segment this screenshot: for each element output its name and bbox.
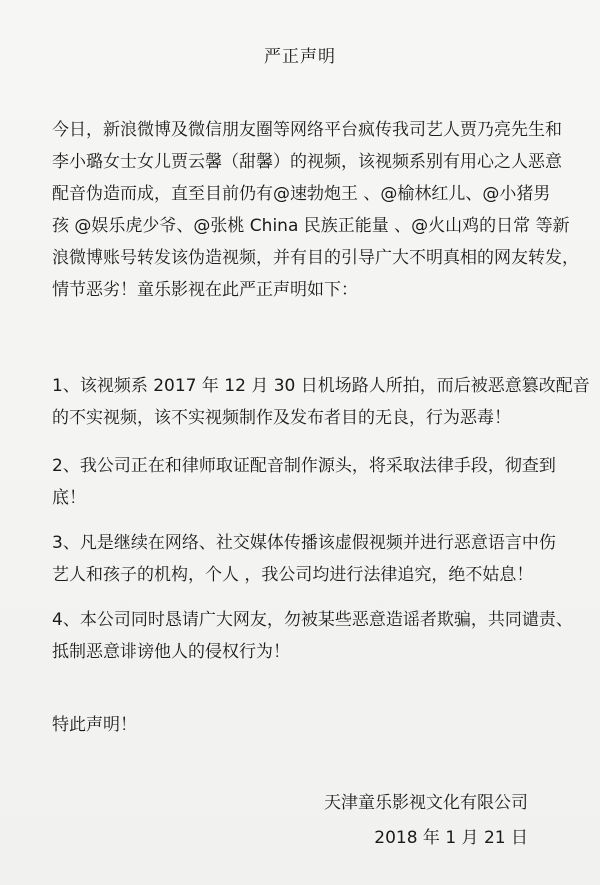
closing-line: 特此声明！ — [52, 715, 137, 735]
intro-line: 情节恶劣！童乐影视在此严正声明如下： — [52, 280, 358, 300]
intro-line: 孩 @娱乐虎少爷、@张桃 China 民族正能量 、@火山鸡的日常 等新 — [52, 216, 570, 236]
signature-company: 天津童乐影视文化有限公司 — [324, 793, 528, 813]
intro-line: 配音伪造而成，直至目前仍有@速勃炮王 、@榆林红儿、@小猪男 — [52, 184, 551, 204]
item-line: 艺人和孩子的机构，个人 ，我公司均进行法律追究，绝不姑息！ — [52, 565, 534, 585]
item-line: 3、凡是继续在网络、社交媒体传播该虚假视频并进行恶意语言中伤 — [52, 533, 556, 553]
statement-item-4 — [52, 604, 573, 668]
item-line: 2、我公司正在和律师取证配音制作源头，将采取法律手段，彻查到 — [52, 456, 556, 476]
statement-item-2 — [52, 450, 558, 514]
statement-item-1 — [52, 370, 590, 434]
item-line: 1、该视频系 2017 年 12 月 30 日机场路人所拍，而后被恶意篡改配音 — [52, 376, 590, 396]
intro-line: 浪微博账号转发该伪造视频，并有目的引导广大不明真相的网友转发， — [52, 248, 579, 268]
intro-line: 李小璐女士女儿贾云馨（甜馨）的视频，该视频系别有用心之人恶意 — [52, 152, 562, 172]
item-line: 抵制恶意诽谤他人的侵权行为！ — [52, 642, 290, 662]
intro-paragraph — [52, 114, 579, 306]
statement-item-3 — [52, 527, 558, 591]
item-line: 的不实视频，该不实视频制作及发布者目的无良，行为恶毒！ — [52, 408, 511, 428]
intro-line: 今日，新浪微博及微信朋友圈等网络平台疯传我司艺人贾乃亮先生和 — [52, 120, 562, 140]
item-line: 4、本公司同时恳请广大网友，勿被某些恶意造谣者欺骗，共同谴责、 — [52, 610, 573, 630]
item-line: 底！ — [52, 488, 86, 508]
document-title: 严正声明 — [264, 47, 336, 67]
signature-date: 2018 年 1 月 21 日 — [374, 828, 528, 848]
closing-statement — [52, 709, 558, 741]
